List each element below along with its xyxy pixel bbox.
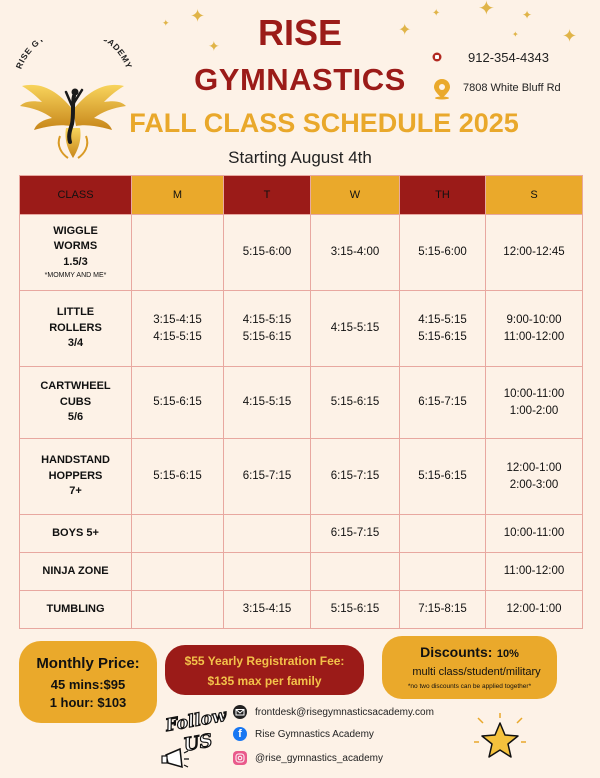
discounts-heading: Discounts: bbox=[420, 644, 493, 660]
class-name-cell bbox=[20, 591, 132, 629]
time-slot: 4:15-5:15 bbox=[242, 313, 292, 326]
class-name-line: ROLLERS bbox=[49, 321, 102, 334]
street-address: 7808 White Bluff Rd bbox=[463, 82, 561, 94]
class-name-line: 5/6 bbox=[67, 411, 84, 424]
title-rise: RISE bbox=[257, 12, 343, 53]
class-name-line: 7+ bbox=[69, 485, 82, 498]
time-cell bbox=[132, 553, 224, 591]
time-slot: 4:15-5:15 bbox=[153, 330, 202, 343]
class-name-cell bbox=[20, 291, 132, 367]
time-slot: 5:15-6:15 bbox=[330, 396, 380, 409]
time-cell bbox=[311, 439, 400, 515]
facebook-name[interactable]: Rise Gymnastics Academy bbox=[255, 728, 374, 740]
column-header-4: TH bbox=[400, 176, 486, 215]
table-header-row bbox=[20, 176, 583, 215]
time-slot: 12:00-1:00 bbox=[506, 461, 562, 474]
time-slot: 4:15-5:15 bbox=[242, 396, 292, 409]
class-name-line: CARTWHEEL bbox=[40, 379, 111, 392]
class-name-line: TUMBLING bbox=[46, 602, 105, 615]
time-slot: 4:15-5:15 bbox=[418, 313, 467, 326]
class-note: *MOMMY AND ME* bbox=[44, 272, 107, 280]
time-slot: 3:15-4:15 bbox=[242, 603, 292, 616]
class-name-line: HANDSTAND bbox=[41, 453, 110, 466]
time-cell bbox=[486, 591, 583, 629]
time-cell bbox=[132, 591, 224, 629]
time-slot: 10:00-11:00 bbox=[503, 527, 565, 540]
column-header-5: S bbox=[486, 176, 583, 215]
class-name-line: WIGGLE bbox=[53, 224, 98, 237]
table-row bbox=[20, 215, 583, 291]
class-name-line: CUBS bbox=[59, 395, 92, 408]
sparkle-icon: ✦ bbox=[162, 18, 170, 28]
class-name-cell bbox=[20, 439, 132, 515]
time-cell bbox=[486, 215, 583, 291]
time-cell bbox=[224, 367, 311, 439]
time-cell bbox=[132, 439, 224, 515]
time-slot: 11:00-12:00 bbox=[503, 565, 565, 578]
time-slot: 5:15-6:15 bbox=[153, 470, 202, 483]
time-cell bbox=[486, 553, 583, 591]
discount-percent: 10% bbox=[496, 648, 519, 660]
time-cell bbox=[486, 291, 583, 367]
facebook-icon: f bbox=[233, 727, 247, 741]
instagram-icon bbox=[233, 751, 247, 765]
time-cell bbox=[400, 515, 486, 553]
table-row bbox=[20, 367, 583, 439]
time-slot: 4:15-5:15 bbox=[330, 322, 380, 335]
discount-eligibility: multi class/student/military bbox=[412, 666, 541, 678]
time-cell bbox=[132, 291, 224, 367]
email-row[interactable] bbox=[233, 703, 434, 721]
discounts-box bbox=[382, 636, 557, 699]
instagram-row[interactable] bbox=[233, 749, 383, 767]
logo-arc-text: RISE G ADEMY bbox=[13, 40, 135, 71]
class-name-line: 3/4 bbox=[67, 337, 84, 350]
time-slot: 3:15-4:15 bbox=[153, 313, 202, 326]
time-cell bbox=[132, 215, 224, 291]
time-slot: 5:15-6:15 bbox=[418, 470, 467, 483]
time-cell bbox=[132, 515, 224, 553]
time-cell bbox=[132, 367, 224, 439]
time-slot: 10:00-11:00 bbox=[503, 387, 565, 400]
time-slot: 2:00-3:00 bbox=[509, 478, 559, 491]
table-row bbox=[20, 553, 583, 591]
class-name-cell bbox=[20, 515, 132, 553]
academy-logo bbox=[8, 40, 138, 165]
gold-star-icon bbox=[470, 712, 530, 768]
time-cell bbox=[311, 367, 400, 439]
time-cell bbox=[400, 591, 486, 629]
time-cell bbox=[486, 439, 583, 515]
price-1-hour: 1 hour: $103 bbox=[49, 695, 127, 710]
location-pin-icon bbox=[432, 78, 452, 105]
sparkle-icon: ✦ bbox=[522, 8, 533, 22]
time-slot: 6:15-7:15 bbox=[418, 396, 467, 409]
column-header-0: CLASS bbox=[20, 176, 132, 215]
family-max-text: $135 max per family bbox=[207, 674, 322, 688]
class-name-line: LITTLE bbox=[56, 305, 95, 318]
time-slot: 5:15-6:15 bbox=[418, 330, 467, 343]
column-header-3: W bbox=[311, 176, 400, 215]
table-row bbox=[20, 591, 583, 629]
email-icon bbox=[233, 705, 247, 719]
class-name-cell bbox=[20, 367, 132, 439]
time-slot: 9:00-10:00 bbox=[506, 313, 562, 326]
title-gymnastics: GYMNASTICS bbox=[194, 62, 406, 97]
time-slot: 6:15-7:15 bbox=[330, 527, 380, 540]
time-slot: 7:15-8:15 bbox=[418, 603, 467, 616]
time-cell bbox=[311, 215, 400, 291]
time-slot: 6:15-7:15 bbox=[242, 470, 292, 483]
sparkle-icon: ✦ bbox=[432, 8, 441, 19]
monthly-price-heading: Monthly Price: bbox=[36, 655, 140, 672]
time-slot: 5:15-6:00 bbox=[242, 246, 292, 259]
class-schedule-table bbox=[19, 175, 583, 629]
time-cell bbox=[224, 439, 311, 515]
registration-fee-box bbox=[165, 645, 364, 695]
time-cell bbox=[224, 291, 311, 367]
time-slot: 5:15-6:00 bbox=[418, 246, 467, 259]
time-cell bbox=[400, 291, 486, 367]
time-cell bbox=[224, 215, 311, 291]
sparkle-icon: ✦ bbox=[398, 22, 412, 39]
start-date: Starting August 4th bbox=[228, 148, 372, 167]
schedule-title: FALL CLASS SCHEDULE 2025 bbox=[129, 108, 519, 138]
class-name-line: BOYS 5+ bbox=[52, 526, 99, 539]
time-cell bbox=[224, 515, 311, 553]
time-slot: 5:15-6:15 bbox=[153, 396, 202, 409]
follow-text: Follow bbox=[164, 705, 228, 737]
time-slot: 3:15-4:00 bbox=[330, 246, 380, 259]
time-cell bbox=[224, 591, 311, 629]
time-cell bbox=[400, 367, 486, 439]
class-name-line: NINJA ZONE bbox=[42, 564, 109, 577]
sparkle-icon: ✦ bbox=[562, 26, 578, 46]
email-address[interactable]: frontdesk@risegymnasticsacademy.com bbox=[255, 706, 434, 718]
instagram-handle[interactable]: @rise_gymnastics_academy bbox=[255, 752, 383, 764]
time-slot: 12:00-1:00 bbox=[506, 603, 562, 616]
time-slot: 12:00-12:45 bbox=[503, 246, 565, 259]
class-name-line: 1.5/3 bbox=[63, 256, 88, 269]
us-text: US bbox=[182, 730, 215, 756]
phone-icon bbox=[432, 49, 442, 67]
time-cell bbox=[311, 291, 400, 367]
class-name-cell bbox=[20, 553, 132, 591]
column-header-2: T bbox=[224, 176, 311, 215]
table-row bbox=[20, 291, 583, 367]
sparkle-icon: ✦ bbox=[512, 30, 519, 39]
time-cell bbox=[486, 515, 583, 553]
follow-us-badge bbox=[160, 705, 228, 773]
class-name-cell bbox=[20, 215, 132, 291]
time-cell bbox=[400, 215, 486, 291]
monthly-price-box bbox=[19, 641, 157, 723]
registration-fee-text: $55 Yearly Registration Fee: bbox=[184, 654, 345, 668]
time-slot: 1:00-2:00 bbox=[509, 404, 559, 417]
time-cell bbox=[400, 553, 486, 591]
time-cell bbox=[311, 591, 400, 629]
class-name-line: WORMS bbox=[53, 240, 98, 253]
time-slot: 5:15-6:15 bbox=[330, 603, 380, 616]
time-slot: 5:15-6:15 bbox=[242, 330, 292, 343]
time-cell bbox=[224, 553, 311, 591]
discount-note: *no two discounts can be applied together* bbox=[407, 683, 532, 690]
price-45-mins: 45 mins:$95 bbox=[50, 677, 126, 692]
sparkle-icon: ✦ bbox=[478, 0, 495, 20]
time-cell bbox=[400, 439, 486, 515]
table-body bbox=[20, 215, 583, 629]
table-row bbox=[20, 515, 583, 553]
phone-number[interactable]: 912-354-4343 bbox=[468, 50, 549, 65]
sparkle-icon: ✦ bbox=[190, 6, 206, 26]
facebook-row[interactable] bbox=[233, 725, 374, 743]
time-cell bbox=[311, 553, 400, 591]
time-cell bbox=[486, 367, 583, 439]
table-row bbox=[20, 439, 583, 515]
time-cell bbox=[311, 515, 400, 553]
sparkle-icon: ✦ bbox=[208, 38, 220, 54]
time-slot: 11:00-12:00 bbox=[503, 330, 565, 343]
time-slot: 6:15-7:15 bbox=[330, 470, 380, 483]
column-header-1: M bbox=[132, 176, 224, 215]
class-name-line: HOPPERS bbox=[48, 469, 103, 482]
